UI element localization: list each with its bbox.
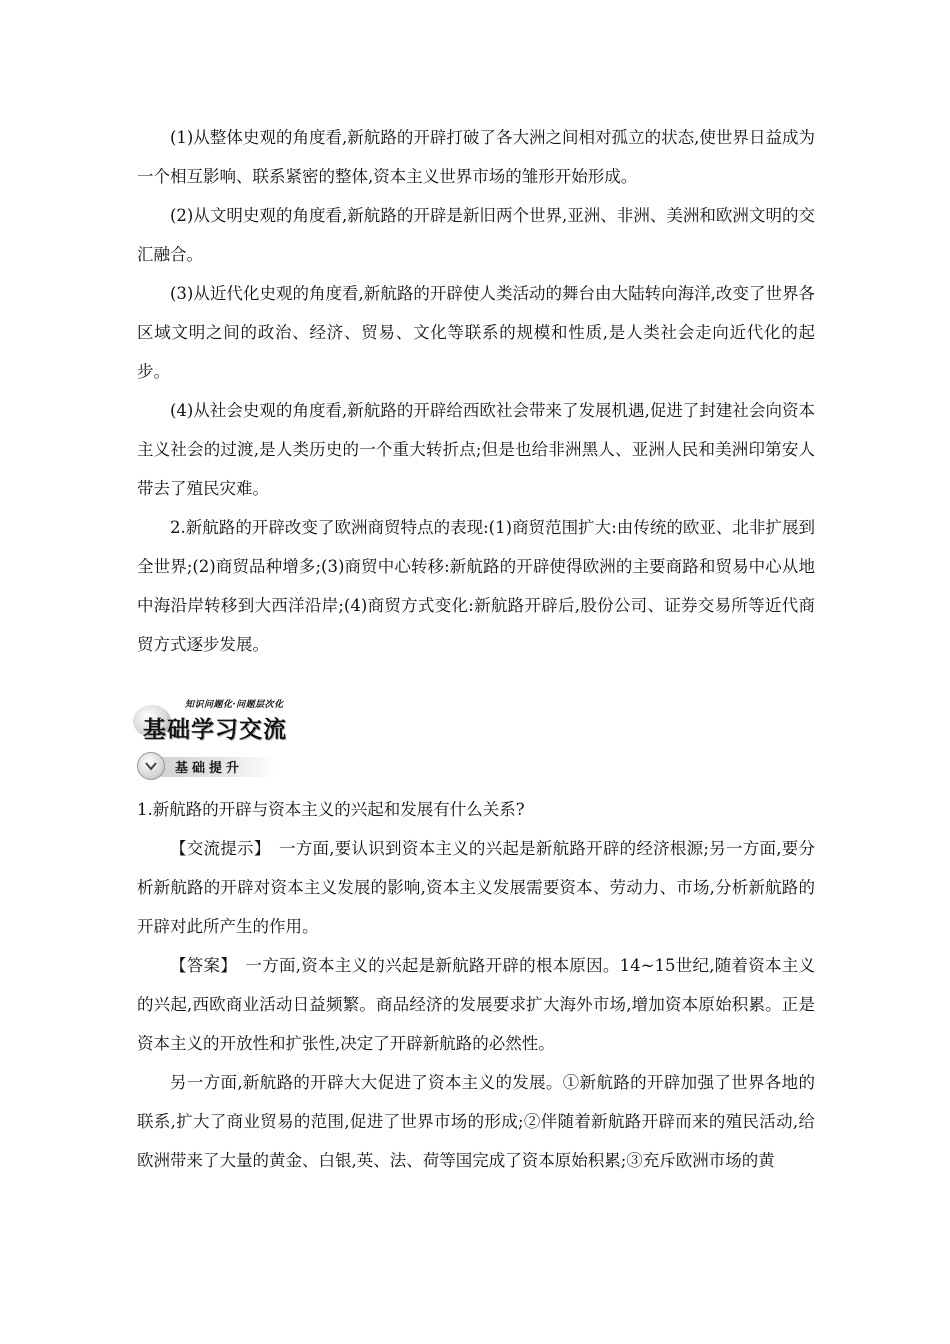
banner-subtitle: 知识问题化·问题层次化 (185, 700, 284, 710)
paragraph-trade-changes: 2.新航路的开辟改变了欧洲商贸特点的表现:(1)商贸范围扩大:由传统的欧亚、北非扩展到全世界;(2)商贸品种增多;(3)商贸中心转移:新航路的开辟使得欧洲的主要商路和贸易中心从地中海沿岸转移到大西洋沿岸;(4)商贸方式变化:新航路开辟后,股份公司、证券交易所等近代商贸方式逐步发展。 (137, 518, 815, 654)
chevron-down-icon (137, 752, 165, 780)
sub-banner-label: 基础提升 (175, 761, 244, 776)
paragraph-modernization-history: (3)从近代化史观的角度看,新航路的开辟使人类活动的舞台由大陆转向海洋,改变了世界各区域文明之间的政治、经济、贸易、文化等联系的规模和性质,是人类社会走向近代化的起步。 (137, 284, 815, 381)
answer-continuation: 另一方面,新航路的开辟大大促进了资本主义的发展。①新航路的开辟加强了世界各地的联系,扩大了商业贸易的范围,促进了世界市场的形成;②伴随着新航路开辟而来的殖民活动,给欧洲带来了大量的黄金、白银,英、法、荷等国完成了资本原始积累;③充斥欧洲市场的黄 (137, 1073, 815, 1170)
paragraph-whole-history: (1)从整体史观的角度看,新航路的开辟打破了各大洲之间相对孤立的状态,使世界日益成为一个相互影响、联系紧密的整体,资本主义世界市场的雏形开始形成。 (137, 128, 815, 186)
paragraph-social-history: (4)从社会史观的角度看,新航路的开辟给西欧社会带来了发展机遇,促进了封建社会向资本主义社会的过渡,是人类历史的一个重大转折点;但是也给非洲黑人、亚洲人民和美洲印第安人带去了殖民灾难。 (137, 401, 815, 498)
paragraph-civilization-history: (2)从文明史观的角度看,新航路的开辟是新旧两个世界,亚洲、非洲、美洲和欧洲文明的交汇融合。 (137, 206, 815, 264)
section-banner (133, 697, 313, 743)
answer-text: 【答案】 一方面,资本主义的兴起是新航路开辟的根本原因。14~15世纪,随着资本主义的兴起,西欧商业活动日益频繁。商品经济的发展要求扩大海外市场,增加资本原始积累。正是资本主义的开放性和扩张性,决定了开辟新航路的必然性。 (137, 956, 815, 1053)
exchange-hint: 【交流提示】 一方面,要认识到资本主义的兴起是新航路开辟的经济根源;另一方面,要分析新航路的开辟对资本主义发展的影响,资本主义发展需要资本、劳动力、市场,分析新航路的开辟对此所产生的作用。 (137, 839, 815, 936)
question-text: 1.新航路的开辟与资本主义的兴起和发展有什么关系? (137, 800, 525, 819)
banner-title: 基础学习交流 (143, 717, 287, 743)
sub-banner (137, 752, 275, 780)
